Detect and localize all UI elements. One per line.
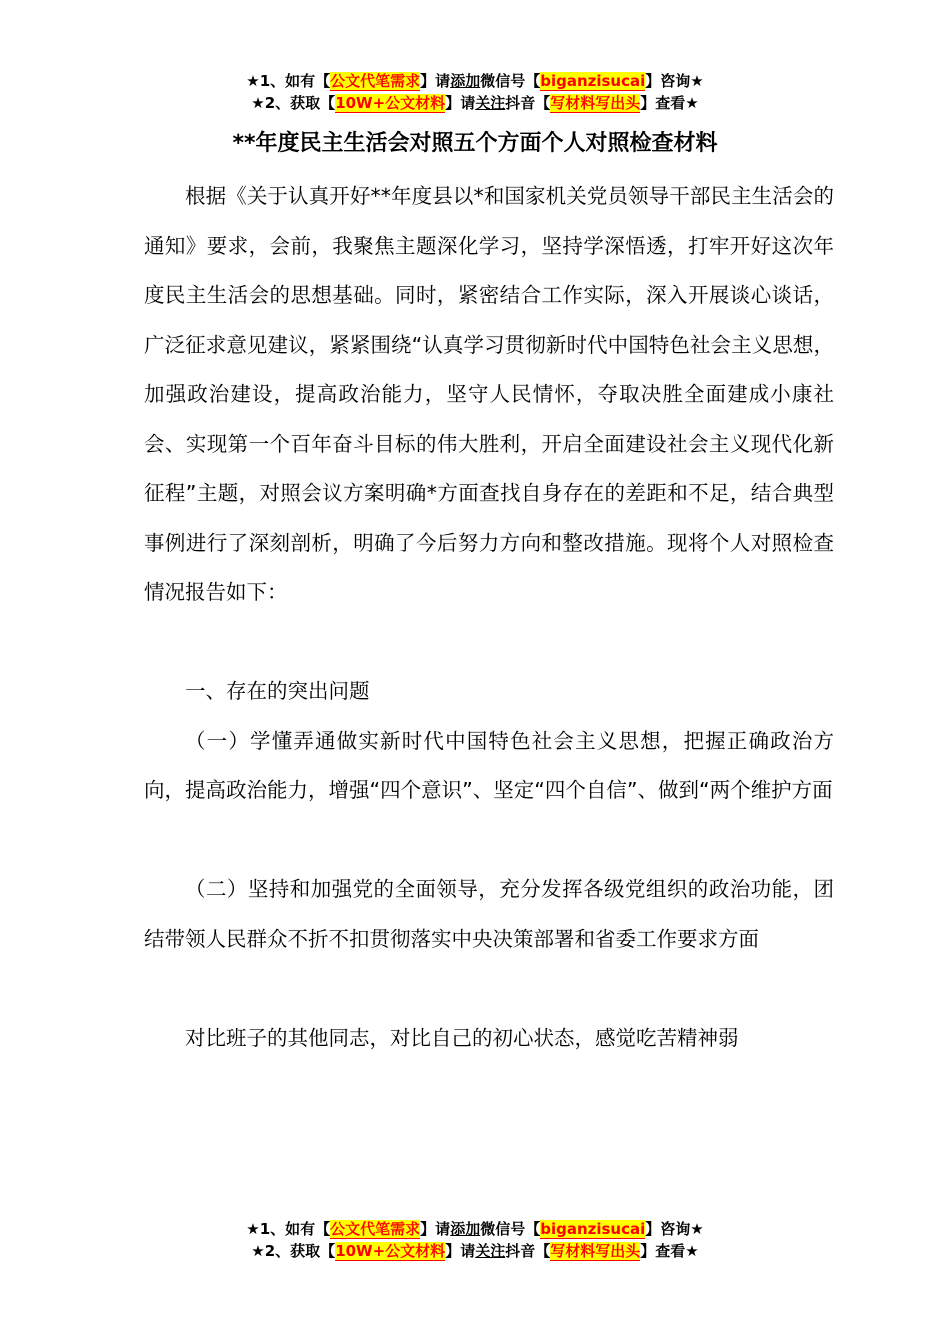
banner-text: 】咨询★ [645,1220,704,1238]
banner-text: ★1、如有【 [246,1220,331,1238]
banner-text: 】请 [445,1242,476,1260]
banner-highlight: 写材料写出头 [550,94,641,112]
body-paragraph: 对比班子的其他同志，对比自己的初心状态，感觉吃苦精神弱 [185,1025,739,1050]
banner-highlight: 10W+公文材料 [335,1242,446,1260]
header-banner [0,70,950,114]
banner-highlight: 写材料写出头 [550,1242,641,1260]
banner-text: ★1、如有【 [246,72,331,90]
banner-text: 】请 [420,72,451,90]
intro-paragraph: 根据《关于认真开好**年度县以*和国家机关党员领导干部民主生活会的通知》要求，会前，我聚焦主题深化学习，坚持学深悟透，打牢开好这次年度民主生活会的思想基础。同时，紧密结合工作实际，深入开展谈心谈话，广泛征求意见建议，紧紧围绕“认真学习贯彻新时代中国特色社会主义思想，加强政治建设，提高政治能力，坚守人民情怀，夺取决胜全面建成小康社会、实现第一个百年奋斗目标的伟大胜利，开启全面建设社会主义现代化新征程”主题，对照会议方案明确*方面查找自身存在的差距和不足，结合典型事例进行了深刻剖析，明确了今后努力方向和整改措施。现将个人对照检查情况报告如下： [144,184,834,604]
banner-text: 】请 [420,1220,451,1238]
banner-text: 微信号【 [480,72,541,90]
banner-text: 】查看★ [640,94,699,112]
banner-line-1 [0,70,950,92]
banner-underlined: 关注 [475,94,506,112]
banner-text: 】查看★ [640,1242,699,1260]
banner-text: 微信号【 [480,1220,541,1238]
banner-underlined: 关注 [475,1242,506,1260]
banner-highlight: 10W+公文材料 [335,94,446,112]
banner-highlight: biganzisucai [540,72,646,90]
banner-highlight: 公文代笔需求 [330,1220,421,1238]
subsection-2-heading: （二）坚持和加强党的全面领导，充分发挥各级党组织的政治功能，团结带领人民群众不折不扣贯彻落实中央决策部署和省委工作要求方面 [144,877,834,951]
banner-text: 】咨询★ [645,72,704,90]
document-body [144,172,834,1063]
banner-text: 抖音【 [505,94,551,112]
blank-line [144,964,834,1014]
banner-text: ★2、获取【 [251,1242,336,1260]
banner-line-1 [0,1218,950,1240]
banner-line-2 [0,1240,950,1262]
footer-banner [0,1218,950,1262]
blank-line [144,816,834,866]
banner-highlight: biganzisucai [540,1220,646,1238]
banner-underlined: 添加 [450,1220,481,1238]
banner-text: ★2、获取【 [251,94,336,112]
banner-underlined: 添加 [450,72,481,90]
blank-line [144,618,834,668]
section-heading: 一、存在的突出问题 [185,679,370,703]
banner-line-2 [0,92,950,114]
banner-highlight: 公文代笔需求 [330,72,421,90]
banner-text: 抖音【 [505,1242,551,1260]
banner-text: 】请 [445,94,476,112]
subsection-1-heading: （一）学懂弄通做实新时代中国特色社会主义思想，把握正确政治方向，提高政治能力，增强“四个意识”、坚定“四个自信”、做到“两个维护方面 [144,728,834,802]
document-title: **年度民主生活会对照五个方面个人对照检查材料 [232,131,718,156]
